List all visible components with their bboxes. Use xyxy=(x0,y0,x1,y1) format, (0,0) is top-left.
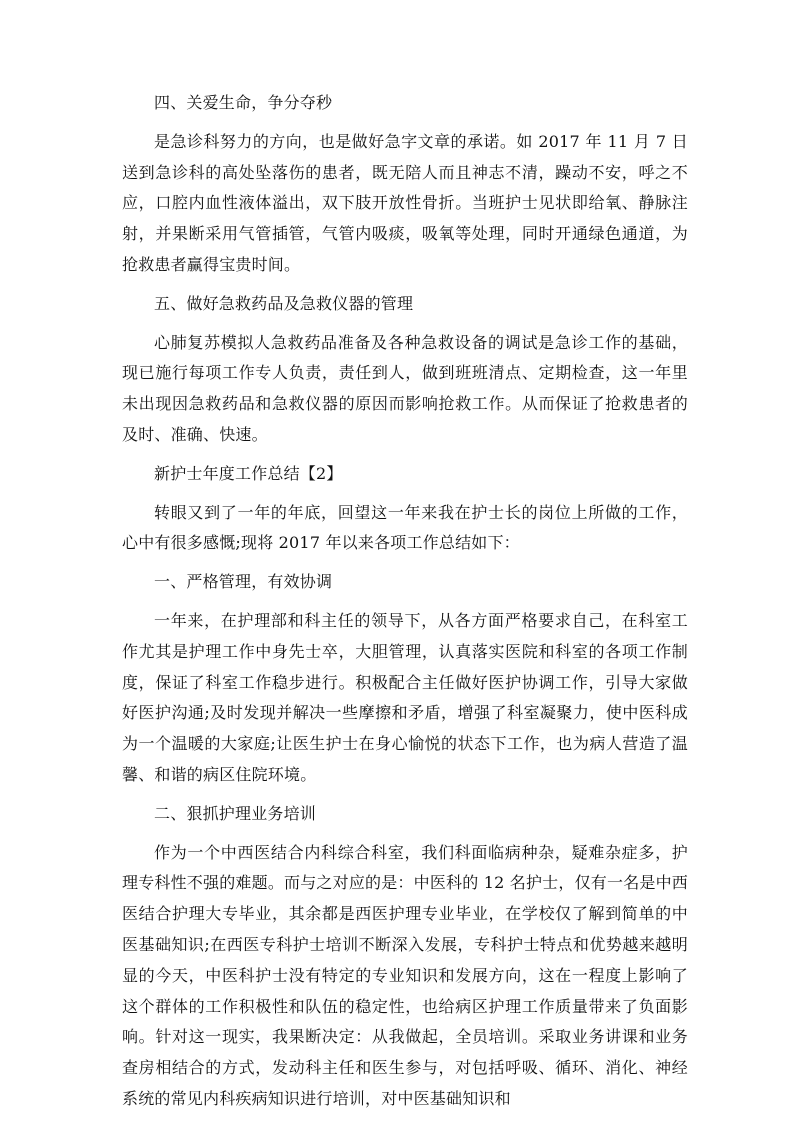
section-heading-5: 五、做好急救药品及急救仪器的管理 xyxy=(154,293,414,313)
paragraph-year-review-intro: 转眼又到了一年的年底，回望这一年来我在护士长的岗位上所做的工作，心中有很多感慨;现将 2017 年以来各项工作总结如下： xyxy=(122,502,688,553)
paragraph-training: 作为一个中西医结合内科综合科室，我们科面临病种杂，疑难杂症多，护理专科性不强的难题。而与之对应的是：中医科的 12 名护士，仅有一名是中西医结合护理大专毕业，其余都是西医护理专业毕业，在学校仅了解到简单的中医基础知识;在西医专科护士培训不断深入发展，专科护士特点和优势越来越明显的今天，中医科护士没有特定的专业知识和发展方向，这在一程度上影响了这个群体的工作积极性和队伍的稳定性，也给病区护理工作质量带来了负面影响。针对这一现实，我果断决定：从我做起，全员培训。采取业务讲课和业务查房相结合的方式，发动科主任和医生参与，对包括呼吸、循环、消化、神经系统的常见内科疾病知识进行培训，对中医基础知识和 xyxy=(122,842,688,1108)
document-subtitle: 新护士年度工作总结【2】 xyxy=(154,463,343,483)
paragraph-management: 一年来，在护理部和科主任的领导下，从各方面严格要求自己，在科室工作尤其是护理工作中身先士卒，大胆管理，认真落实医院和科室的各项工作制度，保证了科室工作稳步进行。积极配合主任做好医护协调工作，引导大家做好医护沟通;及时发现并解决一些摩擦和矛盾，增强了科室凝聚力，使中医科成为一个温暖的大家庭;让医生护士在身心愉悦的状态下工作，也为病人营造了温馨、和谐的病区住院环境。 xyxy=(122,610,688,784)
document-body xyxy=(122,88,688,1123)
section-heading-4: 四、关爱生命，争分夺秒 xyxy=(154,93,333,112)
paragraph-emergency-case: 是急诊科努力的方向，也是做好急字文章的承诺。如 2017 年 11 月 7 日送到急诊科的高处坠落伤的患者，既无陪人而且神志不清，躁动不安，呼之不应，口腔内血性液体溢出，双下肢开放性骨折。当班护士见状即给氧、静脉注射，并果断采用气管插管，气管内吸痰，吸氧等处理，同时开通绿色通道，为抢救患者赢得宝贵时间。 xyxy=(122,131,688,274)
section-heading-1: 一、严格管理，有效协调 xyxy=(154,572,333,592)
paragraph-drug-equipment: 心肺复苏模拟人急救药品准备及各种急救设备的调试是急诊工作的基础，现已施行每项工作专人负责，责任到人，做到班班清点、定期检查，这一年里未出现因急救药品和急救仪器的原因而影响抢救工作。从而保证了抢救患者的及时、准确、快速。 xyxy=(122,332,688,444)
section-heading-2: 二、狠抓护理业务培训 xyxy=(154,803,317,823)
